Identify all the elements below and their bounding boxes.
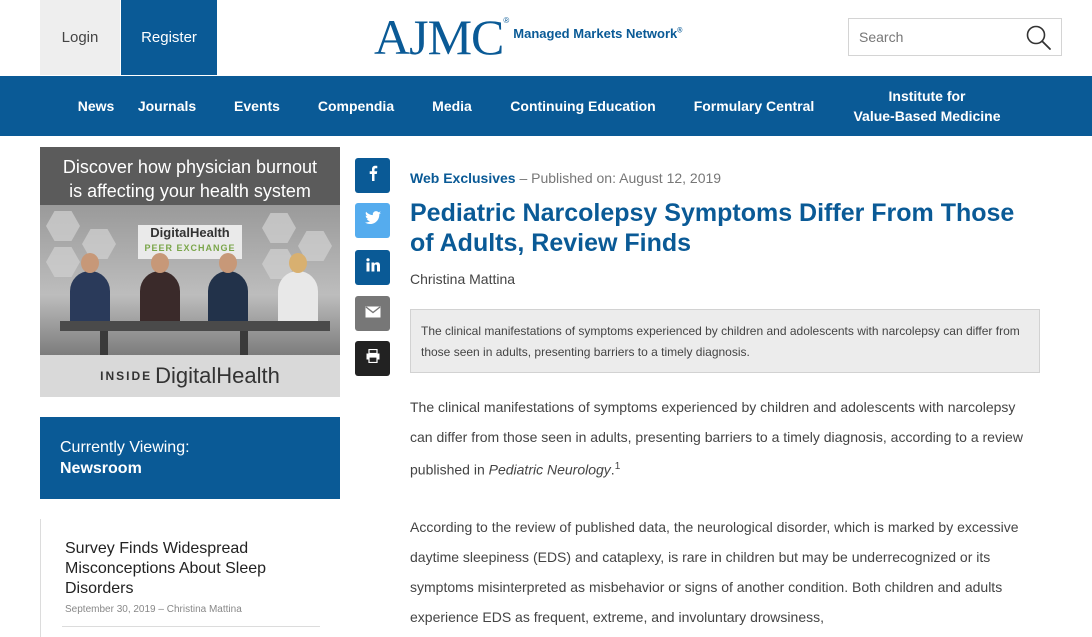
article-author[interactable]: Christina Mattina: [410, 271, 516, 287]
nav-item-events[interactable]: Events: [234, 98, 280, 114]
share-email-button[interactable]: [355, 296, 390, 331]
facebook-icon: [366, 165, 380, 186]
panelist-head: [289, 253, 307, 273]
nav-item-institute-vbm[interactable]: [844, 76, 1010, 136]
logo-wordmark: AJMC: [374, 9, 504, 65]
promo-headline-line2: is affecting your health system: [69, 181, 311, 201]
article-paragraph-1-text: The clinical manifestations of symptoms experienced by children and adolescents with narcolepsy can differ from those seen in adults, presenting barriers to a timely diagnosis, according to a review published in: [410, 399, 1023, 478]
article-published-date: – Published on: August 12, 2019: [515, 170, 722, 186]
print-icon: [366, 349, 380, 368]
nav-item-institute-line2: Value-Based Medicine: [853, 108, 1001, 124]
article-section-link[interactable]: Web Exclusives: [410, 170, 516, 186]
nav-item-news[interactable]: News: [77, 98, 115, 114]
share-twitter-button[interactable]: [355, 203, 390, 238]
article-summary: The clinical manifestations of symptoms experienced by children and adolescents with narcolepsy can differ from those seen in adults, presenting barriers to a timely diagnosis.: [410, 309, 1040, 373]
logo-registered-mark: ®: [503, 16, 510, 25]
nav-item-formulary-central[interactable]: Formulary Central: [693, 98, 815, 114]
related-article-title[interactable]: Survey Finds Widespread Misconceptions About Sleep Disorders: [65, 540, 267, 597]
panel-table-leg: [240, 331, 248, 355]
twitter-icon: [365, 211, 381, 230]
article-reference[interactable]: 1: [614, 461, 621, 472]
register-button[interactable]: Register: [121, 0, 217, 75]
promo-footer-brand: DigitalHealth: [155, 363, 280, 388]
nav-item-institute-line1: Institute for: [888, 88, 966, 104]
article-journal-name: Pediatric Neurology: [488, 461, 611, 478]
promo-footer-inside: INSIDE: [100, 369, 153, 383]
article-title: Pediatric Narcolepsy Symptoms Differ From Those of Adults, Review Finds: [410, 199, 1015, 257]
studio-logo-line1: DigitalHealth: [150, 225, 230, 240]
nav-item-continuing-education[interactable]: Continuing Education: [510, 98, 656, 114]
studio-logo-line2: PEER EXCHANGE: [144, 243, 236, 253]
promo-headline-line1: Discover how physician burnout: [62, 157, 318, 177]
related-divider: [62, 626, 320, 627]
panelist-head: [81, 253, 99, 273]
panelist-head: [151, 253, 169, 273]
panelist-figure: [278, 271, 318, 327]
top-bar: [0, 0, 1092, 76]
logo-tagline: Managed Markets Network®: [513, 26, 683, 41]
panel-table: [60, 321, 330, 331]
panelist-figure: [208, 271, 248, 327]
nav-item-media[interactable]: Media: [432, 98, 472, 114]
promo-headline: [40, 155, 340, 203]
currently-viewing-label: Currently Viewing:: [60, 439, 190, 456]
email-icon: [365, 305, 381, 323]
search-icon[interactable]: [1025, 24, 1053, 52]
panel-table-leg: [100, 331, 108, 355]
currently-viewing-value[interactable]: Newsroom: [60, 460, 142, 477]
promo-studio-image: [40, 205, 340, 355]
promo-banner[interactable]: [40, 147, 340, 397]
article-paragraph-1: [410, 392, 1040, 485]
share-facebook-button[interactable]: [355, 158, 390, 193]
share-print-button[interactable]: [355, 341, 390, 376]
linkedin-icon: [366, 258, 380, 277]
currently-viewing-box: [40, 417, 340, 499]
panelist-figure: [70, 271, 110, 327]
main-nav: [0, 76, 1092, 136]
panelist-head: [219, 253, 237, 273]
article-paragraph-2: According to the review of published data, the neurological disorder, which is marked by excessive daytime sleepiness (EDS) and cataplexy, is rare in children but may be underrecognized or its symptoms misinterpreted as misbehavior or signs of another condition. Both children and adults experience EDS as frequent, extreme, and involuntary drowsiness,: [410, 519, 1019, 625]
search-input[interactable]: [849, 22, 1019, 52]
panelist-figure: [140, 271, 180, 327]
hex-decoration: [262, 213, 296, 243]
hex-decoration: [46, 211, 80, 241]
article-paragraph-1-end: .: [610, 461, 615, 478]
article-kicker: [410, 170, 721, 186]
related-articles: [40, 519, 340, 637]
login-button[interactable]: Login: [40, 0, 120, 75]
hex-decoration: [46, 247, 80, 277]
promo-footer: [40, 355, 340, 397]
related-article-meta: September 30, 2019 – Christina Mattina: [65, 604, 242, 615]
nav-item-compendia[interactable]: Compendia: [317, 98, 395, 114]
search-box: [848, 18, 1062, 56]
site-logo[interactable]: [374, 6, 682, 68]
share-linkedin-button[interactable]: [355, 250, 390, 285]
nav-item-journals[interactable]: Journals: [137, 98, 197, 114]
